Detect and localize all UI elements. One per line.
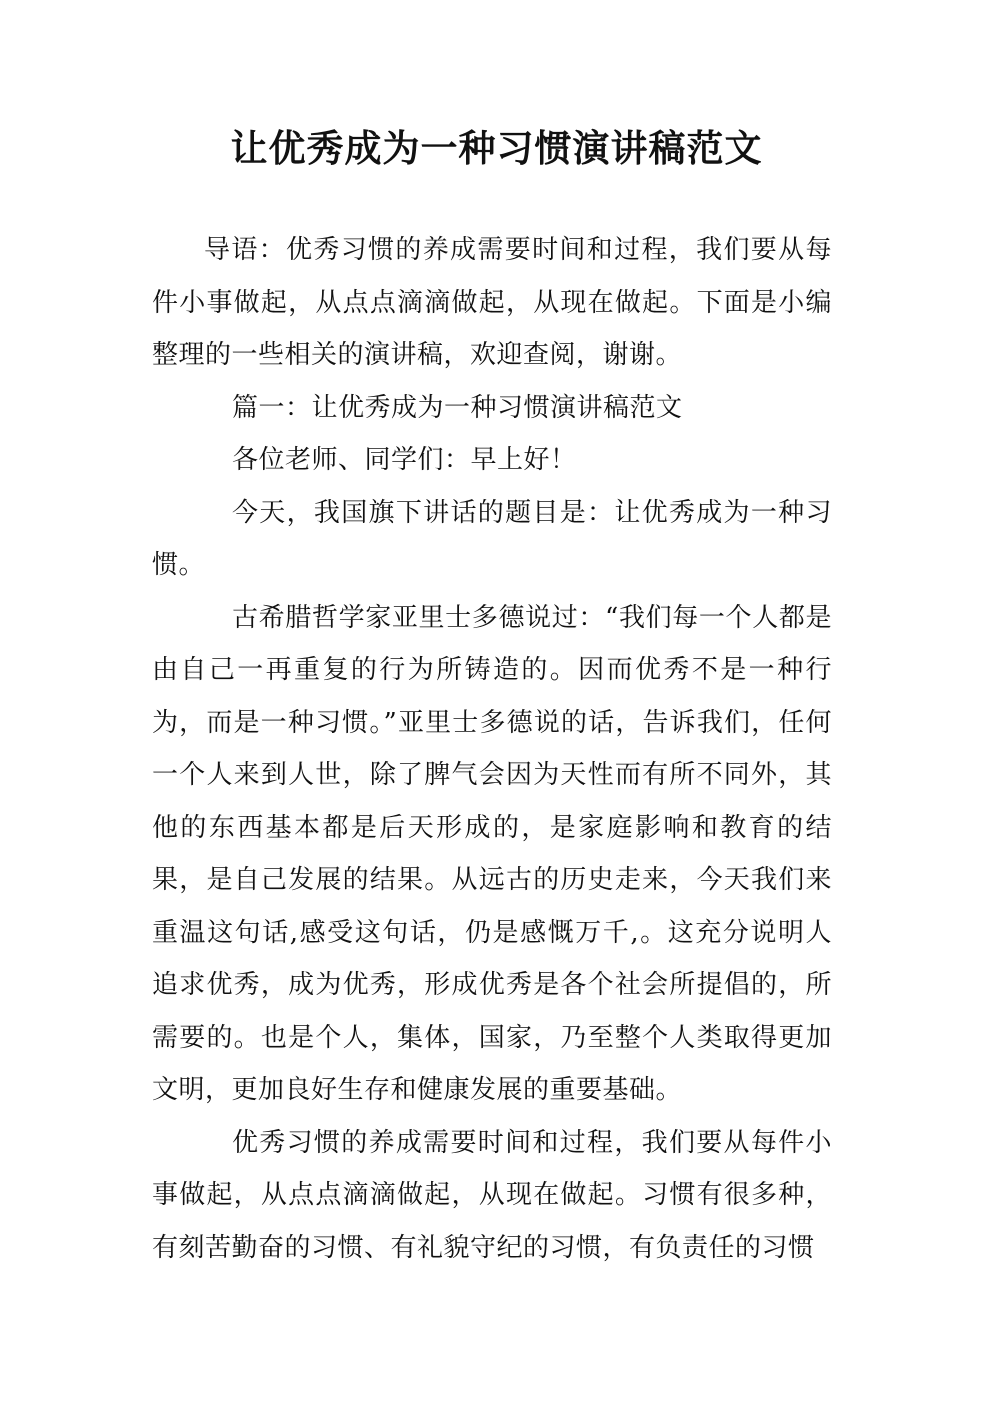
document-title: 让优秀成为一种习惯演讲稿范文 bbox=[230, 126, 763, 170]
document-body bbox=[152, 224, 832, 1274]
body-paragraph: 优秀习惯的养成需要时间和过程，我们要从每件小事做起，从点点滴滴做起，从现在做起。习惯有很多种，有刻苦勤奋的习惯、有礼貌守纪的习惯，有负责任的习惯 bbox=[152, 1127, 832, 1263]
topic-paragraph: 今天，我国旗下讲话的题目是：让优秀成为一种习惯。 bbox=[152, 497, 832, 580]
intro-paragraph: 导语：优秀习惯的养成需要时间和过程，我们要从每件小事做起，从点点滴滴做起，从现在做起。下面是小编整理的一些相关的演讲稿，欢迎查阅，谢谢。 bbox=[152, 235, 832, 370]
greeting-paragraph: 各位老师、同学们：早上好！ bbox=[232, 445, 577, 475]
body-paragraph: 古希腊哲学家亚里士多德说过：“我们每一个人都是由自己一再重复的行为所铸造的。因而优秀不是一种行为，而是一种习惯。”亚里士多德说的话，告诉我们，任何一个人来到人世，除了脾气会因为天性而有所不同外，其他的东西基本都是后天形成的，是家庭影响和教育的结果，是自己发展的结果。从远古的历史走来，今天我们来重温这句话,感受这句话，仍是感慨万千,。这充分说明人追求优秀，成为优秀，形成优秀是各个社会所提倡的，所需要的。也是个人，集体，国家，乃至整个人类取得更加文明，更加良好生存和健康发展的重要基础。 bbox=[152, 602, 832, 1105]
section-heading: 篇一：让优秀成为一种习惯演讲稿范文 bbox=[232, 392, 683, 423]
